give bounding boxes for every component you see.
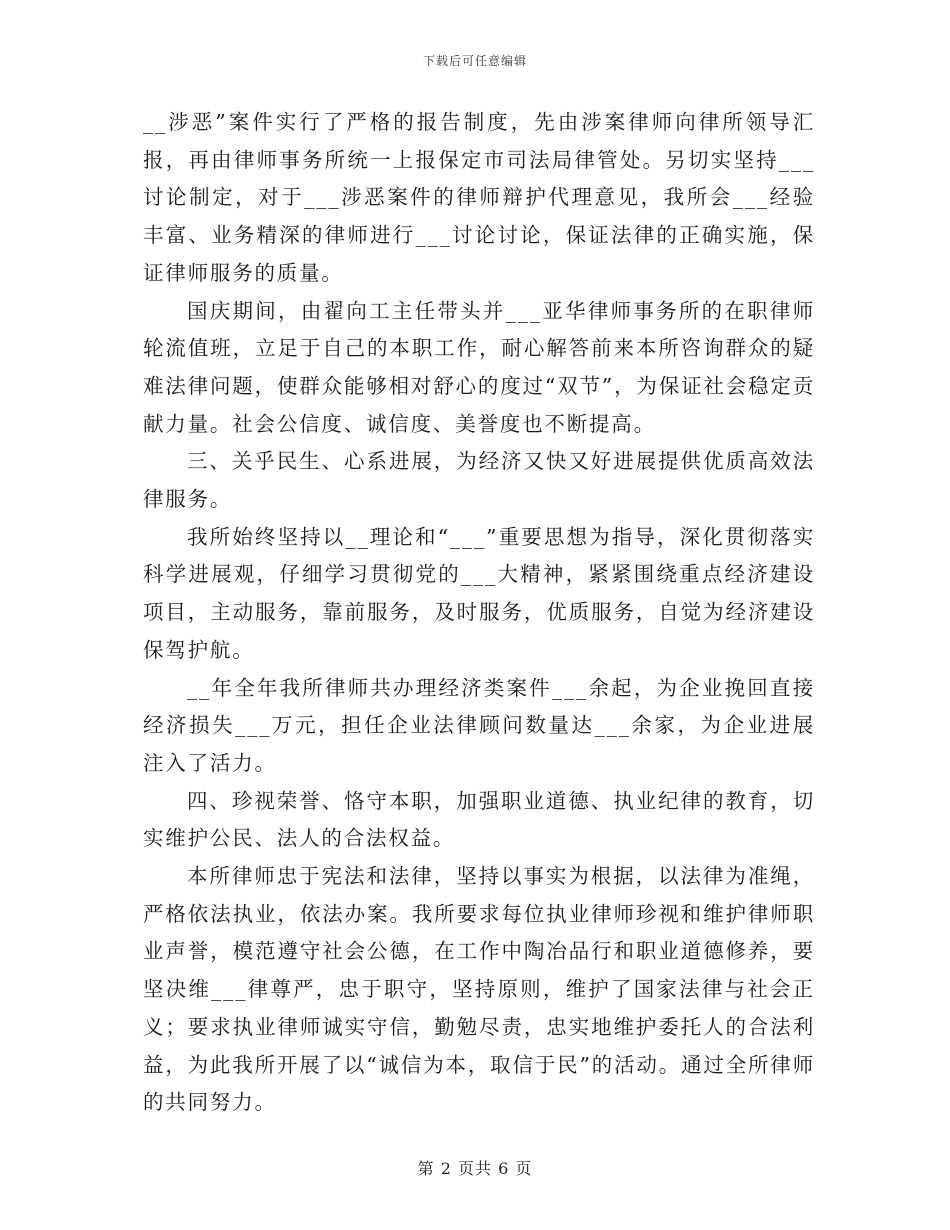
document-body	[143, 104, 815, 1122]
paragraph-6: 四、珍视荣誉、恪守本职，加强职业道德、执业纪律的教育，切实维护公民、法人的合法权益。	[143, 788, 815, 851]
paragraph-1: __涉恶”案件实行了严格的报告制度，先由涉案律师向律所领导汇报，再由律师事务所统一上报保定市司法局律管处。另切实坚持___讨论制定，对于___涉恶案件的律师辩护代理意见，我所会___经验丰富、业务精深的律师进行___讨论讨论，保证法律的正确实施，保证律师服务的质量。	[143, 110, 815, 285]
page-number-footer: 第 2 页共 6 页	[417, 1159, 533, 1178]
paragraph-4: 我所始终坚持以__理论和“___”重要思想为指导，深化贯彻落实科学进展观，仔细学习贯彻党的___大精神，紧紧围绕重点经济建设项目，主动服务，靠前服务，及时服务，优质服务，自觉为经济建设保驾护航。	[143, 524, 815, 662]
paragraph-2: 国庆期间，由翟向工主任带头并___亚华律师事务所的在职律师轮流值班，立足于自己的本职工作，耐心解答前来本所咨询群众的疑难法律问题，使群众能够相对舒心的度过“双节”，为保证社会稳定贡献力量。社会公信度、诚信度、美誉度也不断提高。	[143, 298, 815, 436]
page-header: 下载后可任意编辑	[422, 54, 527, 68]
paragraph-5: __年全年我所律师共办理经济类案件___余起，为企业挽回直接经济损失___万元，担任企业法律顾问数量达___余家，为企业进展注入了活力。	[143, 675, 815, 775]
paragraph-7: 本所律师忠于宪法和法律，坚持以事实为根据，以法律为准绳，严格依法执业，依法办案。我所要求每位执业律师珍视和维护律师职业声誉，模范遵守社会公德，在工作中陶冶品行和职业道德修养，要坚决维___律尊严，忠于职守，坚持原则，维护了国家法律与社会正义；要求执业律师诚实守信，勤勉尽责，忠实地维护委托人的合法利益，为此我所开展了以“诚信为本，取信于民”的活动。通过全所律师的共同努力。	[143, 864, 815, 1115]
paragraph-3: 三、关乎民生、心系进展，为经济又快又好进展提供优质高效法律服务。	[143, 449, 815, 512]
